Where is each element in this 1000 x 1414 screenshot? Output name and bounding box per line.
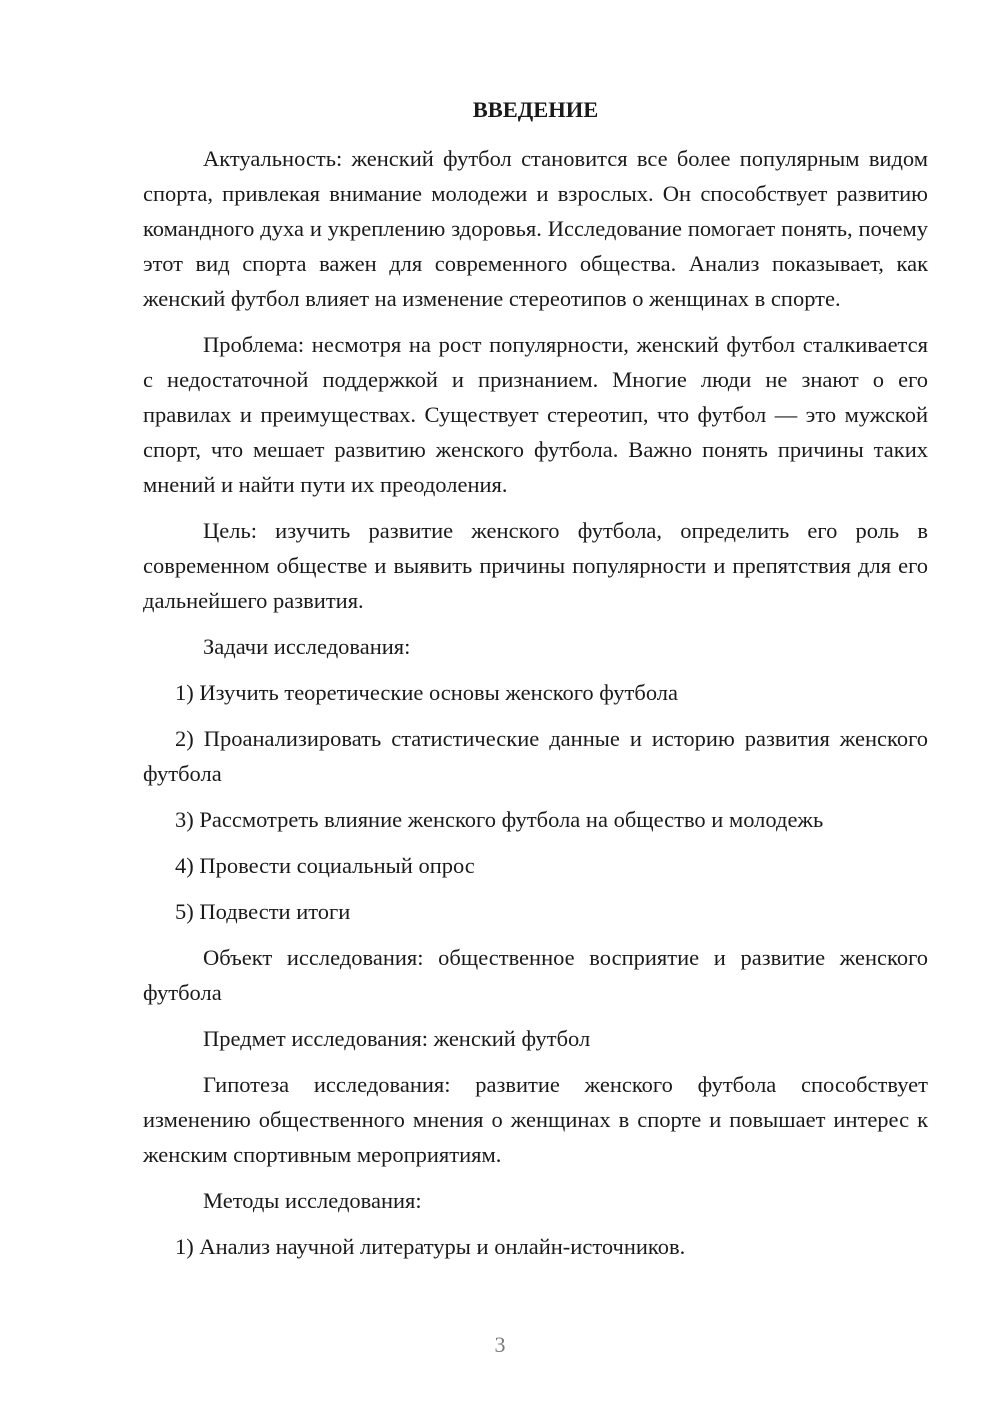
method-item-1: 1) Анализ научной литературы и онлайн-источников.: [175, 1234, 686, 1259]
task-item-5: 5) Подвести итоги: [175, 899, 351, 924]
paragraph-relevance: Актуальность: женский футбол становится все более популярным видом спорта, привлекая внимание молодежи и взрослых. Он способствует развитию командного духа и укреплению здоровья. Исследование помогает понять, почему этот вид спорта важен для современного общества. Анализ показывает, как женский футбол влияет на изменение стереотипов о женщинах в спорте.: [143, 146, 928, 311]
page-number: 3: [494, 1332, 506, 1357]
paragraph-object: Объект исследования: общественное восприятие и развитие женского футбола: [143, 945, 928, 1005]
task-item-3: 3) Рассмотреть влияние женского футбола на общество и молодежь: [175, 807, 824, 832]
document-page: [143, 92, 928, 1275]
task-item-4: 4) Провести социальный опрос: [175, 853, 475, 878]
section-title: ВВЕДЕНИЕ: [472, 97, 599, 122]
paragraph-hypothesis: Гипотеза исследования: развитие женского футбола способствует изменению общественного мнения о женщинах в спорте и повышает интерес к женским спортивным мероприятиям.: [143, 1072, 928, 1167]
task-item-2: 2) Проанализировать статистические данные и историю развития женского футбола: [143, 726, 928, 786]
paragraph-subject: Предмет исследования: женский футбол: [203, 1026, 591, 1051]
paragraph-goal: Цель: изучить развитие женского футбола, определить его роль в современном обществе и выявить причины популярности и препятствия для его дальнейшего развития.: [143, 518, 928, 613]
paragraph-tasks-heading: Задачи исследования:: [203, 634, 411, 659]
paragraph-methods-heading: Методы исследования:: [203, 1188, 422, 1213]
task-item-1: 1) Изучить теоретические основы женского футбола: [175, 680, 678, 705]
paragraph-problem: Проблема: несмотря на рост популярности, женский футбол сталкивается с недостаточной поддержкой и признанием. Многие люди не знают о его правилах и преимуществах. Существует стереотип, что футбол — это мужской спорт, что мешает развитию женского футбола. Важно понять причины таких мнений и найти пути их преодоления.: [143, 332, 928, 497]
